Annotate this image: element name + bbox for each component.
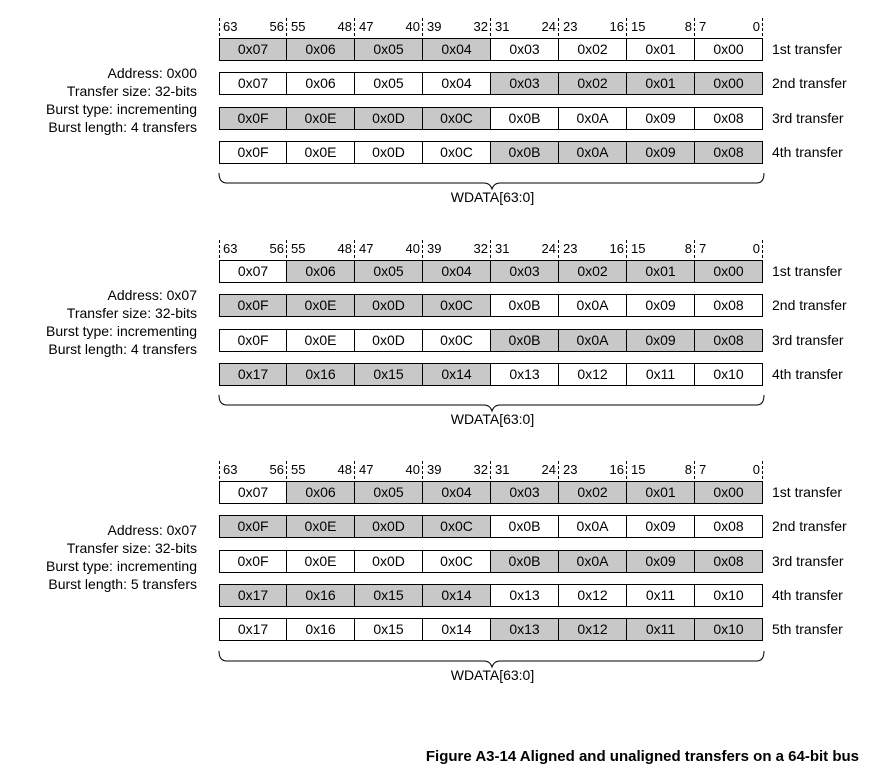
transfer-diagram [0,18,881,235]
transfer-label: 4th transfer [772,143,843,160]
bit-range-label [559,240,627,258]
byte-lane-cell: 0x0D [354,515,423,538]
byte-lane-cell: 0x00 [694,260,763,283]
byte-lane-cell: 0x0F [219,141,287,164]
bit-range-label [355,18,423,36]
bit-divider [219,240,220,258]
transfer-row [219,107,764,130]
bit-range-label [491,18,559,36]
transfer-row [219,329,764,352]
diagram-description [0,521,197,593]
transfer-label: 3rd transfer [772,552,844,569]
bit-range-label [695,461,763,479]
byte-lane-cell: 0x02 [558,72,627,95]
transfer-row [219,38,764,61]
byte-lane-cell: 0x02 [558,481,627,504]
bit-low: 32 [473,462,488,477]
bit-range-label [695,18,763,36]
byte-lane-cell: 0x09 [626,141,695,164]
byte-lane-cell: 0x06 [286,481,355,504]
byte-lane-cell: 0x0D [354,107,423,130]
transfer-row [219,72,764,95]
bit-range-label [627,461,695,479]
byte-lane-cell: 0x05 [354,38,423,61]
byte-lane-cell: 0x13 [490,363,559,386]
byte-lane-cell: 0x16 [286,363,355,386]
byte-lane-cell: 0x01 [626,72,695,95]
bit-high: 39 [427,19,442,34]
byte-lane-cell: 0x12 [558,363,627,386]
byte-lane-cell: 0x10 [694,363,763,386]
transfer-row [219,618,764,641]
description-line: Address: 0x07 [107,287,197,303]
bit-high: 47 [359,462,374,477]
bit-divider [762,461,763,479]
bit-range-label [423,18,491,36]
byte-lane-cell: 0x00 [694,38,763,61]
byte-lane-cell: 0x0C [422,329,491,352]
bit-high: 7 [699,241,707,256]
description-line: Burst type: incrementing [46,558,197,574]
byte-lane-cell: 0x11 [626,363,695,386]
bit-low: 32 [473,19,488,34]
bit-low: 16 [609,462,624,477]
byte-lane-cell: 0x15 [354,363,423,386]
bit-high: 23 [563,19,578,34]
bit-low: 40 [405,241,420,256]
transfer-diagram [0,240,881,457]
byte-lane-cell: 0x07 [219,481,287,504]
byte-lane-cell: 0x09 [626,550,695,573]
byte-lane-cell: 0x0A [558,107,627,130]
bit-range-label [695,240,763,258]
byte-lane-cell: 0x15 [354,618,423,641]
byte-lane-cell: 0x0B [490,294,559,317]
byte-lane-cell: 0x09 [626,107,695,130]
byte-lane-cell: 0x0E [286,141,355,164]
byte-lane-cell: 0x09 [626,515,695,538]
byte-lane-cell: 0x01 [626,38,695,61]
byte-lane-cell: 0x0C [422,294,491,317]
bit-range-label [287,461,355,479]
byte-lane-cell: 0x13 [490,618,559,641]
bit-high: 15 [631,241,646,256]
bit-low: 56 [269,19,284,34]
transfer-row [219,515,764,538]
transfer-label: 2nd transfer [772,297,847,314]
byte-lane-cell: 0x0A [558,515,627,538]
byte-lane-cell: 0x0D [354,329,423,352]
byte-lane-cell: 0x05 [354,260,423,283]
byte-lane-cell: 0x08 [694,107,763,130]
byte-lane-cell: 0x0E [286,550,355,573]
transfer-label: 5th transfer [772,621,843,638]
byte-lane-cell: 0x0A [558,294,627,317]
bit-low: 8 [684,241,692,256]
byte-lane-cell: 0x04 [422,481,491,504]
bit-range-label [491,240,559,258]
description-line: Address: 0x00 [107,65,197,81]
byte-lane-cell: 0x15 [354,584,423,607]
byte-lane-cell: 0x17 [219,363,287,386]
byte-lane-cell: 0x11 [626,584,695,607]
byte-lane-cell: 0x00 [694,481,763,504]
bit-low: 40 [405,462,420,477]
transfer-row [219,141,764,164]
bit-high: 23 [563,241,578,256]
byte-lane-cell: 0x0A [558,329,627,352]
byte-lane-cell: 0x0F [219,550,287,573]
bit-high: 15 [631,19,646,34]
transfer-label: 4th transfer [772,365,843,382]
byte-lane-cell: 0x0B [490,107,559,130]
byte-lane-cell: 0x05 [354,72,423,95]
bit-low: 48 [337,19,352,34]
bus-label: WDATA[63:0] [450,666,535,683]
transfer-label: 1st transfer [772,263,843,279]
bit-range-label [627,18,695,36]
byte-lane-cell: 0x14 [422,584,491,607]
bit-high: 55 [291,241,306,256]
byte-lane-cell: 0x12 [558,618,627,641]
bit-divider [762,18,763,36]
byte-lane-cell: 0x13 [490,584,559,607]
transfer-label: 3rd transfer [772,331,844,348]
byte-lane-cell: 0x0A [558,141,627,164]
transfer-row [219,584,764,607]
description-line: Burst length: 4 transfers [48,341,197,357]
bit-position-header [219,461,763,479]
transfer-row [219,260,764,283]
byte-lane-cell: 0x03 [490,72,559,95]
bit-range-label [355,240,423,258]
bit-low: 48 [337,462,352,477]
bit-low: 32 [473,241,488,256]
transfer-label: 1st transfer [772,484,843,500]
byte-lane-cell: 0x03 [490,481,559,504]
byte-lane-cell: 0x10 [694,584,763,607]
byte-lane-cell: 0x04 [422,38,491,61]
byte-lane-cell: 0x04 [422,260,491,283]
byte-lane-cell: 0x03 [490,38,559,61]
byte-lane-cell: 0x0F [219,329,287,352]
byte-lane-cell: 0x0E [286,515,355,538]
byte-lane-cell: 0x08 [694,141,763,164]
figure-caption: Figure A3-14 Aligned and unaligned transfers on a 64-bit bus [425,748,859,765]
bit-high: 31 [495,19,510,34]
transfer-row [219,481,764,504]
byte-lane-cell: 0x06 [286,72,355,95]
diagram-description [0,286,197,358]
byte-lane-cell: 0x16 [286,584,355,607]
byte-lane-cell: 0x01 [626,260,695,283]
bit-high: 7 [699,462,707,477]
bit-range-label [219,461,287,479]
transfer-row [219,363,764,386]
bit-high: 63 [223,462,238,477]
byte-lane-cell: 0x11 [626,618,695,641]
bit-range-label [219,18,287,36]
bit-high: 31 [495,241,510,256]
transfer-label: 3rd transfer [772,109,844,126]
bit-low: 8 [684,19,692,34]
bit-position-header [219,240,763,258]
byte-lane-cell: 0x07 [219,38,287,61]
byte-lane-cell: 0x08 [694,294,763,317]
bit-high: 15 [631,462,646,477]
description-line: Burst type: incrementing [46,323,197,339]
byte-lane-cell: 0x0D [354,550,423,573]
byte-lane-cell: 0x07 [219,72,287,95]
byte-lane-cell: 0x0C [422,141,491,164]
bit-range-label [355,461,423,479]
bit-low: 24 [541,462,556,477]
bit-range-label [287,240,355,258]
bit-low: 0 [752,241,760,256]
byte-lane-cell: 0x0C [422,550,491,573]
bit-low: 56 [269,241,284,256]
diagram-description [0,64,197,136]
bit-range-label [559,461,627,479]
byte-lane-cell: 0x01 [626,481,695,504]
byte-lane-cell: 0x16 [286,618,355,641]
transfer-row [219,294,764,317]
bit-low: 0 [752,462,760,477]
byte-lane-cell: 0x05 [354,481,423,504]
byte-lane-cell: 0x09 [626,329,695,352]
transfer-label: 2nd transfer [772,518,847,535]
bit-high: 63 [223,241,238,256]
bit-high: 63 [223,19,238,34]
byte-lane-cell: 0x08 [694,550,763,573]
byte-lane-cell: 0x0B [490,329,559,352]
byte-lane-cell: 0x02 [558,260,627,283]
description-line: Burst length: 4 transfers [48,119,197,135]
transfer-label: 1st transfer [772,41,843,57]
bit-divider [219,18,220,36]
bit-high: 39 [427,241,442,256]
bit-range-label [423,240,491,258]
bit-high: 31 [495,462,510,477]
byte-lane-cell: 0x14 [422,618,491,641]
bit-position-header [219,18,763,36]
byte-lane-cell: 0x17 [219,618,287,641]
byte-lane-cell: 0x03 [490,260,559,283]
bit-low: 24 [541,241,556,256]
byte-lane-cell: 0x06 [286,260,355,283]
bit-divider [762,240,763,258]
bit-high: 47 [359,19,374,34]
byte-lane-cell: 0x02 [558,38,627,61]
description-line: Transfer size: 32-bits [66,83,197,99]
description-line: Burst type: incrementing [46,101,197,117]
description-line: Address: 0x07 [107,522,197,538]
byte-lane-cell: 0x06 [286,38,355,61]
bit-high: 23 [563,462,578,477]
transfer-diagram [0,461,881,713]
byte-lane-cell: 0x17 [219,584,287,607]
bit-low: 40 [405,19,420,34]
byte-lane-cell: 0x0B [490,515,559,538]
description-line: Transfer size: 32-bits [66,305,197,321]
bit-high: 47 [359,241,374,256]
bit-range-label [219,240,287,258]
bit-divider [219,461,220,479]
bit-low: 16 [609,19,624,34]
byte-lane-cell: 0x12 [558,584,627,607]
byte-lane-cell: 0x0F [219,294,287,317]
bit-range-label [287,18,355,36]
byte-lane-cell: 0x0F [219,107,287,130]
bus-label: WDATA[63:0] [450,411,535,428]
bit-low: 48 [337,241,352,256]
bit-high: 7 [699,19,707,34]
byte-lane-cell: 0x0E [286,329,355,352]
transfer-label: 4th transfer [772,586,843,603]
bit-low: 0 [752,19,760,34]
bit-low: 56 [269,462,284,477]
byte-lane-cell: 0x0D [354,294,423,317]
byte-lane-cell: 0x0D [354,141,423,164]
byte-lane-cell: 0x0B [490,550,559,573]
byte-lane-cell: 0x14 [422,363,491,386]
byte-lane-cell: 0x10 [694,618,763,641]
byte-lane-cell: 0x0F [219,515,287,538]
byte-lane-cell: 0x08 [694,329,763,352]
byte-lane-cell: 0x00 [694,72,763,95]
bit-range-label [491,461,559,479]
bit-range-label [559,18,627,36]
byte-lane-cell: 0x0E [286,107,355,130]
byte-lane-cell: 0x04 [422,72,491,95]
byte-lane-cell: 0x08 [694,515,763,538]
bit-range-label [423,461,491,479]
byte-lane-cell: 0x09 [626,294,695,317]
bit-range-label [627,240,695,258]
transfer-label: 2nd transfer [772,75,847,92]
byte-lane-cell: 0x0A [558,550,627,573]
bit-high: 39 [427,462,442,477]
byte-lane-cell: 0x0C [422,515,491,538]
description-line: Burst length: 5 transfers [48,576,197,592]
bit-high: 55 [291,462,306,477]
bit-low: 24 [541,19,556,34]
transfer-row [219,550,764,573]
byte-lane-cell: 0x0E [286,294,355,317]
bit-low: 16 [609,241,624,256]
byte-lane-cell: 0x0C [422,107,491,130]
bit-high: 55 [291,19,306,34]
bit-low: 8 [684,462,692,477]
byte-lane-cell: 0x07 [219,260,287,283]
description-line: Transfer size: 32-bits [66,540,197,556]
byte-lane-cell: 0x0B [490,141,559,164]
bus-label: WDATA[63:0] [450,189,535,206]
